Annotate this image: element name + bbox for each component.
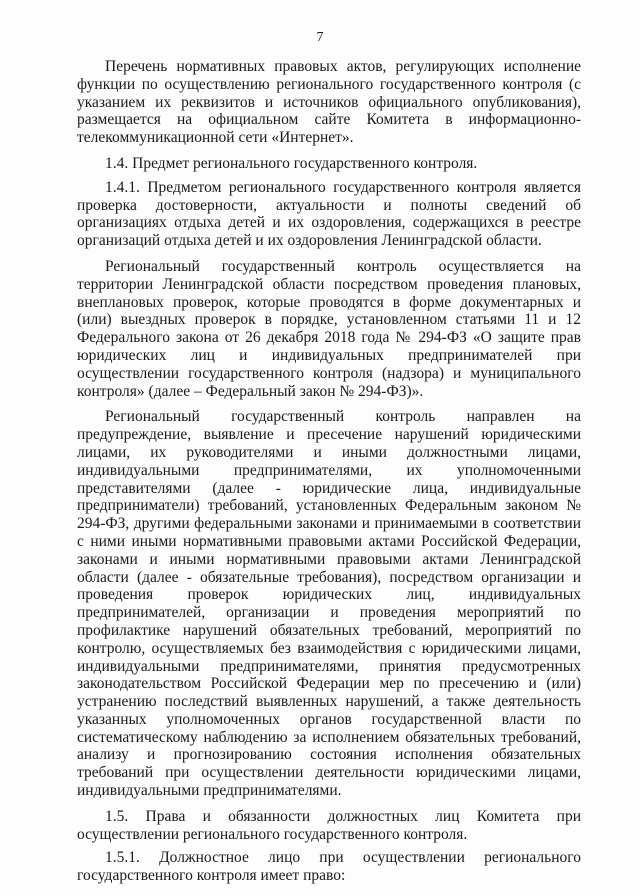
paragraph-1-4-1: 1.4.1. Предметом регионального государственного контроля является проверка достоверности, актуальности и полноты сведений об организациях отдыха детей и их оздоровления, содержащихся в реестре организаций отдыха детей и их оздоровления Ленинградской области. xyxy=(77,178,581,250)
paragraph-1-5-1: 1.5.1. Должностное лицо при осуществлении регионального государственного контроля имеет право: xyxy=(77,849,581,885)
page-number: 7 xyxy=(316,30,324,45)
document-body xyxy=(77,58,581,893)
paragraph-control-purpose: Региональный государственный контроль направлен на предупреждение, выявление и пресечение нарушений юридическими лицами, их руководителями и иными должностными лицами, индивидуальными предпринимателями, их уполномоченными представителями (далее - юридические лица, индивидуальные предприниматели) требований, установленных Федеральным законом № 294-ФЗ, другими федеральными законами и принимаемыми в соответствии с ними иными нормативными правовыми актами Российской Федерации, законами и иными нормативными правовыми актами Ленинградской области (далее - обязательные требования), посредством организации и проведения проверок юридических лиц, индивидуальных предпринимателей, организации и проведения мероприятий по профилактике нарушений обязательных требований, мероприятий по контролю, осуществляемых без взаимодействия с юридическими лицами, индивидуальными предпринимателями, принятия предусмотренных законодательством Российской Федерации мер по пресечению и (или) устранению последствий выявленных нарушений, а также деятельность указанных уполномоченных органов государственной власти по систематическому наблюдению за исполнением обязательных требований, анализу и прогнозированию состояния исполнения обязательных требований при осуществлении деятельности юридическими лицами, индивидуальными предпринимателями. xyxy=(77,408,581,800)
paragraph-control-procedure: Региональный государственный контроль осуществляется на территории Ленинградской области посредством проведения плановых, внеплановых проверок, которые проводятся в форме документарных и (или) выездных проверок в порядке, установленном статьями 11 и 12 Федерального закона от 26 декабря 2018 года № 294-ФЗ «О защите прав юридических лиц и индивидуальных предпринимателей при осуществлении государственного контроля (надзора) и муниципального контроля» (далее – Федеральный закон № 294-ФЗ)». xyxy=(77,257,581,400)
section-heading-1-4: 1.4. Предмет регионального государственного контроля. xyxy=(105,154,478,172)
section-heading-1-5: 1.5. Права и обязанности должностных лиц Комитета при осуществлении регионального государственного контроля. xyxy=(77,807,581,843)
paragraph-normative-acts: Перечень нормативных правовых актов, регулирующих исполнение функции по осуществлению регионального государственного контроля (с указанием их реквизитов и источников официального опубликования), размещается на официальном сайте Комитета в информационно-телекоммуникационной сети «Интернет». xyxy=(77,58,581,147)
